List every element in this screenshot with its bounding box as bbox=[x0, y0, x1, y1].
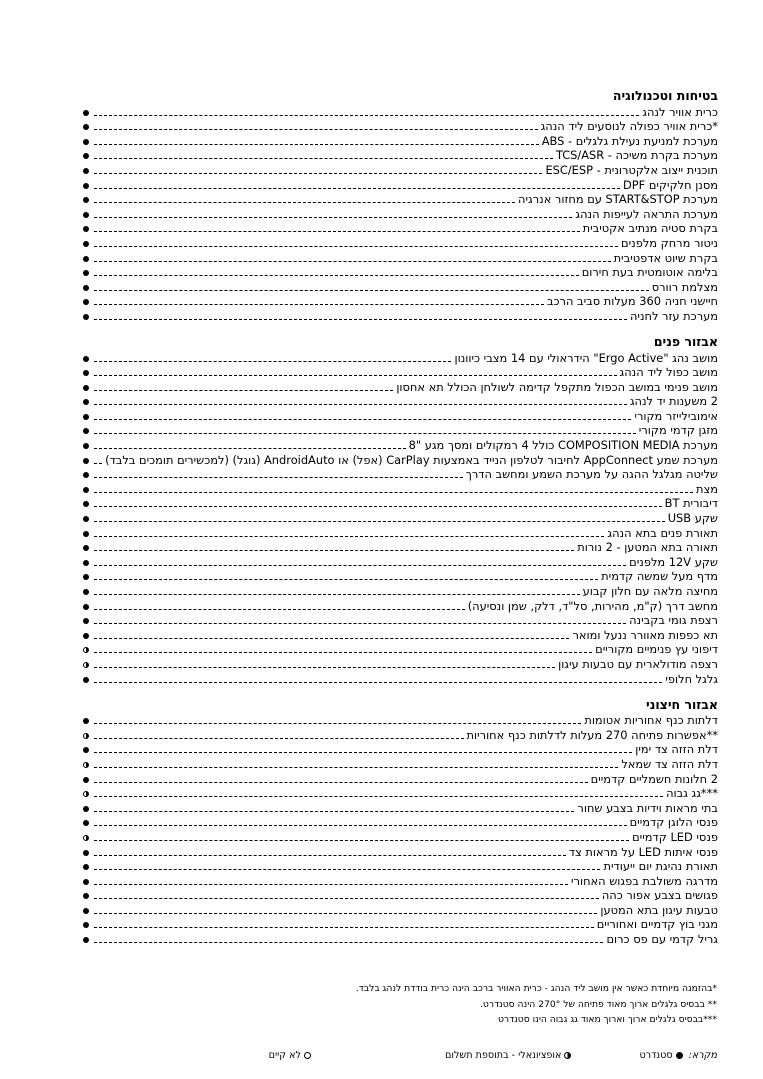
filled-circle-icon bbox=[83, 472, 89, 478]
spec-label: פנסי הלוגן קדמיים bbox=[629, 815, 718, 830]
filled-circle-icon bbox=[83, 850, 89, 856]
spec-label: מערכת למניעת נעילת גלגלים - ABS bbox=[541, 133, 718, 148]
spec-label: **אפשרות פתיחה 270 מעלות לדלתות כנף אחוריות bbox=[466, 727, 718, 742]
availability-mark bbox=[80, 296, 92, 308]
spec-row bbox=[80, 265, 718, 280]
availability-mark bbox=[80, 832, 92, 844]
leader-dashes bbox=[94, 565, 626, 566]
spec-list bbox=[80, 88, 718, 946]
leader-dashes bbox=[94, 173, 542, 174]
half-circle-icon bbox=[83, 733, 89, 739]
filled-circle-icon bbox=[83, 370, 89, 376]
filled-circle-icon bbox=[83, 516, 89, 522]
half-circle-icon bbox=[83, 835, 89, 841]
leader-dashes bbox=[94, 579, 598, 580]
spec-row bbox=[80, 119, 718, 134]
spec-label: חיישני חניה 360 מעלות סביב הרכב bbox=[546, 294, 718, 309]
availability-mark bbox=[80, 469, 92, 481]
leader-dashes bbox=[94, 290, 649, 291]
spec-row bbox=[80, 279, 718, 294]
spec-row bbox=[80, 437, 718, 452]
leader-dashes bbox=[94, 477, 463, 478]
leader-dashes bbox=[94, 782, 588, 783]
availability-mark bbox=[80, 644, 92, 656]
leader-dashes bbox=[94, 246, 618, 247]
leader-dashes bbox=[94, 667, 555, 668]
leader-dashes bbox=[94, 682, 662, 683]
spec-label: פנסי LED קדמיים bbox=[632, 829, 718, 844]
leader-dashes bbox=[94, 506, 662, 507]
spec-label: מערכת עזר לחניה bbox=[629, 308, 718, 323]
spec-row bbox=[80, 642, 718, 657]
spec-row bbox=[80, 713, 718, 728]
availability-mark bbox=[80, 367, 92, 379]
spec-label: מערכת COMPOSITION MEDIA כולל 4 רמקולים ומסך מגע "8 bbox=[408, 438, 718, 453]
leader-dashes bbox=[94, 927, 594, 928]
leader-dashes bbox=[94, 638, 569, 639]
filled-circle-icon bbox=[83, 560, 89, 566]
spec-row bbox=[80, 294, 718, 309]
availability-mark bbox=[80, 353, 92, 365]
spec-label: תאורת פנים בתא הנהג bbox=[607, 525, 718, 540]
half-circle-icon bbox=[83, 762, 89, 768]
legend bbox=[100, 1050, 717, 1061]
availability-mark bbox=[80, 571, 92, 583]
filled-circle-icon bbox=[83, 747, 89, 753]
filled-circle-icon bbox=[83, 806, 89, 812]
spec-row bbox=[80, 613, 718, 628]
spec-label: גריל קדמי עם פס כרום bbox=[606, 932, 718, 947]
leader-dashes bbox=[94, 536, 604, 537]
availability-mark bbox=[80, 121, 92, 133]
filled-circle-icon bbox=[83, 677, 89, 683]
spec-row bbox=[80, 786, 718, 801]
availability-mark bbox=[80, 759, 92, 771]
spec-label: בתי מראות וידיות בצבע שחור bbox=[577, 800, 718, 815]
spec-row bbox=[80, 235, 718, 250]
leader-dashes bbox=[94, 811, 574, 812]
availability-mark bbox=[80, 223, 92, 235]
spec-label: פגושים בצבע אפור כהה bbox=[601, 888, 718, 903]
filled-circle-icon bbox=[83, 183, 89, 189]
availability-mark bbox=[80, 498, 92, 510]
availability-mark bbox=[80, 267, 92, 279]
spec-row bbox=[80, 133, 718, 148]
spec-label: כרית אוויר לנהג bbox=[642, 104, 718, 119]
spec-label: מסנן חלקיקים DPF bbox=[623, 177, 718, 192]
availability-mark bbox=[80, 659, 92, 671]
leader-dashes bbox=[94, 869, 600, 870]
spec-label: מדרגה משולבת בפגוש האחורי bbox=[571, 873, 718, 888]
availability-mark bbox=[80, 425, 92, 437]
filled-circle-icon bbox=[83, 864, 89, 870]
availability-mark bbox=[80, 209, 92, 221]
availability-mark bbox=[80, 107, 92, 119]
leader-dashes bbox=[94, 855, 566, 856]
filled-circle-icon bbox=[83, 922, 89, 928]
half-circle-icon bbox=[83, 662, 89, 668]
spec-label: מערכת שמע AppConnect לחיבור לטלפון הנייד באמצעות CarPlay (אפל) או AndroidAuto (גוגל) (למכשירים תומכים בלבד) bbox=[105, 452, 718, 467]
filled-circle-icon bbox=[83, 168, 89, 174]
leader-dashes bbox=[94, 275, 579, 276]
spec-label: תוכנית ייצוב אלקטרונית - ESC/ESP bbox=[545, 162, 718, 177]
spec-label: מושב כפול ליד הנהג bbox=[619, 365, 718, 380]
spec-label: רצפת גומי בקבינה bbox=[629, 613, 718, 628]
spec-label: מגני בוץ קדמיים ואחוריים bbox=[596, 917, 718, 932]
spec-label: בקרת סטיה מנתיב אקטיבית bbox=[582, 221, 718, 236]
spec-row bbox=[80, 583, 718, 598]
legend-standard-label: סטנדרט bbox=[639, 1050, 673, 1061]
availability-mark bbox=[80, 194, 92, 206]
spec-row bbox=[80, 859, 718, 874]
leader-dashes bbox=[94, 594, 580, 595]
spec-row bbox=[80, 873, 718, 888]
filled-circle-icon bbox=[83, 604, 89, 610]
availability-mark bbox=[80, 311, 92, 323]
leader-dashes bbox=[94, 231, 580, 232]
filled-circle-icon bbox=[83, 487, 89, 493]
filled-circle-icon bbox=[83, 937, 89, 943]
leader-dashes bbox=[94, 419, 631, 420]
filled-circle-icon bbox=[83, 139, 89, 145]
leader-dashes bbox=[94, 115, 639, 116]
spec-label: בקרת שיוט אדפטיבית bbox=[613, 250, 718, 265]
filled-circle-icon bbox=[83, 589, 89, 595]
spec-row bbox=[80, 902, 718, 917]
availability-mark bbox=[80, 934, 92, 946]
spec-row bbox=[80, 510, 718, 525]
leader-dashes bbox=[94, 767, 618, 768]
filled-circle-icon bbox=[83, 356, 89, 362]
availability-mark bbox=[80, 774, 92, 786]
leader-dashes bbox=[94, 550, 574, 551]
filled-circle-icon bbox=[676, 1052, 683, 1059]
half-circle-icon bbox=[83, 791, 89, 797]
filled-circle-icon bbox=[83, 385, 89, 391]
spec-label: מערכת START&STOP עם מחזור אנרגיה bbox=[518, 192, 718, 207]
spec-row bbox=[80, 771, 718, 786]
section-title: אבזור פנים bbox=[653, 333, 718, 349]
leader-dashes bbox=[94, 261, 611, 262]
filled-circle-icon bbox=[83, 299, 89, 305]
filled-circle-icon bbox=[83, 414, 89, 420]
leader-dashes bbox=[94, 752, 632, 753]
filled-circle-icon bbox=[83, 428, 89, 434]
leader-dashes bbox=[94, 609, 465, 610]
filled-circle-icon bbox=[83, 618, 89, 624]
filled-circle-icon bbox=[83, 124, 89, 130]
half-circle-icon bbox=[83, 647, 89, 653]
filled-circle-icon bbox=[83, 531, 89, 537]
leader-dashes bbox=[94, 361, 451, 362]
section-title: בטיחות וטכנולוגיה bbox=[612, 88, 718, 103]
availability-mark bbox=[80, 674, 92, 686]
spec-row bbox=[80, 192, 718, 207]
availability-mark bbox=[80, 847, 92, 859]
filled-circle-icon bbox=[83, 285, 89, 291]
spec-label: דלת הזזה צד ימין bbox=[635, 742, 718, 757]
spec-section bbox=[80, 334, 718, 686]
spec-label: 2 חלונות חשמליים קדמיים bbox=[590, 771, 718, 786]
spec-label: מצת bbox=[696, 481, 718, 496]
availability-mark bbox=[80, 586, 92, 598]
leader-dashes bbox=[94, 390, 393, 391]
spec-label: מושב פנימי במושב הכפול מתקפל קדימה לשולחן הכולל תא אחסון bbox=[396, 379, 718, 394]
spec-label: מצלמת רוורס bbox=[651, 279, 718, 294]
spec-row bbox=[80, 481, 718, 496]
availability-mark bbox=[80, 876, 92, 888]
spec-row bbox=[80, 627, 718, 642]
spec-label: תא כפפות מאוורר ננעל ומואר bbox=[572, 627, 718, 642]
availability-mark bbox=[80, 557, 92, 569]
spec-label: אימובילייזר מקורי bbox=[634, 408, 718, 423]
spec-row bbox=[80, 671, 718, 686]
footnote-3: ***בבסיס גלגלים ארוך וארוך מאוד גג גבוה הינו סטנדרט bbox=[497, 1014, 717, 1025]
availability-mark bbox=[80, 601, 92, 613]
spec-row bbox=[80, 540, 718, 555]
spec-label: מזגן קדמי מקורי bbox=[638, 423, 718, 438]
spec-label: מחיצה מלאה עם חלון קבוע bbox=[582, 584, 718, 598]
spec-label: 2 משענות יד לנהג bbox=[629, 394, 718, 409]
spec-label: מושב נהג "Ergo Active" הידראולי עם 14 מצבי כיוונון bbox=[454, 350, 718, 365]
leader-dashes bbox=[94, 521, 665, 522]
availability-mark bbox=[80, 890, 92, 902]
spec-label: מחשב דרך (ק"מ, מהירות, סל"ד, דלק, שמן ונסיעה) bbox=[467, 598, 718, 613]
leader-dashes bbox=[94, 217, 572, 218]
leader-dashes bbox=[94, 652, 592, 653]
filled-circle-icon bbox=[83, 908, 89, 914]
filled-circle-icon bbox=[83, 256, 89, 262]
spec-row bbox=[80, 206, 718, 221]
filled-circle-icon bbox=[83, 633, 89, 639]
leader-dashes bbox=[94, 304, 544, 305]
leader-dashes bbox=[94, 825, 627, 826]
availability-mark bbox=[80, 542, 92, 554]
leader-dashes bbox=[94, 375, 617, 376]
spec-row bbox=[80, 844, 718, 859]
availability-mark bbox=[80, 180, 92, 192]
spec-row bbox=[80, 250, 718, 265]
filled-circle-icon bbox=[83, 501, 89, 507]
half-circle-icon bbox=[564, 1052, 571, 1059]
spec-label: תאורת נהיגת יום ייעודית bbox=[603, 859, 718, 874]
spec-row bbox=[80, 394, 718, 409]
spec-row bbox=[80, 308, 718, 323]
spec-row bbox=[80, 408, 718, 423]
spec-row bbox=[80, 148, 718, 163]
section-gap bbox=[80, 323, 718, 334]
filled-circle-icon bbox=[83, 574, 89, 580]
spec-row bbox=[80, 888, 718, 903]
filled-circle-icon bbox=[83, 879, 89, 885]
spec-row bbox=[80, 931, 718, 946]
spec-label: בלימה אוטומטית בעת חירום bbox=[581, 265, 718, 280]
filled-circle-icon bbox=[83, 718, 89, 724]
availability-mark bbox=[80, 803, 92, 815]
spec-label: תאורה בתא המטען - 2 נורות bbox=[577, 540, 718, 555]
leader-dashes bbox=[94, 492, 693, 493]
spec-row bbox=[80, 365, 718, 380]
spec-label: גלגל חלופי bbox=[665, 671, 718, 686]
spec-row bbox=[80, 800, 718, 815]
footnotes bbox=[356, 981, 717, 1028]
spec-row bbox=[80, 815, 718, 830]
leader-dashes bbox=[94, 129, 538, 130]
legend-title: מקרא: bbox=[688, 1050, 717, 1061]
availability-mark bbox=[80, 528, 92, 540]
filled-circle-icon bbox=[83, 241, 89, 247]
availability-mark bbox=[80, 817, 92, 829]
spec-row bbox=[80, 467, 718, 482]
leader-dashes bbox=[94, 796, 663, 797]
spec-label: טבעות עיגון בתא המטען bbox=[600, 902, 718, 917]
spec-label: רצפה מודולארית עם טבעות עיגון bbox=[558, 656, 718, 671]
leader-dashes bbox=[94, 433, 636, 434]
spec-label: ניטור מרחק מלפנים bbox=[621, 235, 718, 250]
spec-label: מערכת התראה לעייפות הנהג bbox=[575, 206, 718, 221]
availability-mark bbox=[80, 282, 92, 294]
spec-label: דלתות כנף אחוריות אטומות bbox=[584, 713, 718, 728]
spec-label: ***גג גבוה bbox=[666, 786, 718, 801]
filled-circle-icon bbox=[83, 110, 89, 116]
leader-dashes bbox=[94, 448, 406, 449]
leader-dashes bbox=[94, 723, 581, 724]
availability-mark bbox=[80, 919, 92, 931]
filled-circle-icon bbox=[83, 153, 89, 159]
leader-dashes bbox=[94, 319, 627, 320]
leader-dashes bbox=[94, 202, 515, 203]
spec-row bbox=[80, 554, 718, 569]
availability-mark bbox=[80, 165, 92, 177]
filled-circle-icon bbox=[83, 226, 89, 232]
legend-none-label: לא קיים bbox=[268, 1050, 301, 1061]
availability-mark bbox=[80, 615, 92, 627]
filled-circle-icon bbox=[83, 545, 89, 551]
availability-mark bbox=[80, 396, 92, 408]
legend-standard bbox=[639, 1050, 682, 1061]
section-gap bbox=[80, 686, 718, 697]
filled-circle-icon bbox=[83, 314, 89, 320]
filled-circle-icon bbox=[83, 443, 89, 449]
leader-dashes bbox=[94, 913, 597, 914]
availability-mark bbox=[80, 744, 92, 756]
availability-mark bbox=[80, 455, 92, 467]
filled-circle-icon bbox=[83, 893, 89, 899]
spec-row bbox=[80, 569, 718, 584]
availability-mark bbox=[80, 238, 92, 250]
spec-label: שליטה מגלגל ההגה על מערכת השמע ומחשב הדרך bbox=[465, 467, 718, 482]
spec-row bbox=[80, 727, 718, 742]
leader-dashes bbox=[94, 623, 626, 624]
spec-row bbox=[80, 756, 718, 771]
spec-label: מדף מעל שמשה קדמית bbox=[601, 569, 718, 584]
availability-mark bbox=[80, 730, 92, 742]
spec-label: דיבורית BT bbox=[664, 496, 718, 511]
spec-label: *כרית אוויר כפולה לנוסעים ליד הנהג bbox=[540, 119, 718, 134]
spec-label: שקע 12V מלפנים bbox=[629, 554, 718, 569]
leader-dashes bbox=[94, 158, 553, 159]
availability-mark bbox=[80, 715, 92, 727]
spec-row bbox=[80, 917, 718, 932]
spec-row bbox=[80, 656, 718, 671]
spec-row bbox=[80, 177, 718, 192]
availability-mark bbox=[80, 440, 92, 452]
legend-optional bbox=[445, 1050, 571, 1061]
spec-row bbox=[80, 162, 718, 177]
spec-label: דלת הזזה צד שמאל bbox=[621, 756, 718, 771]
spec-row bbox=[80, 423, 718, 438]
legend-optional-label: אופציונאלי - בתוספת תשלום bbox=[444, 1050, 562, 1061]
spec-row bbox=[80, 452, 718, 467]
availability-mark bbox=[80, 788, 92, 800]
spec-row bbox=[80, 525, 718, 540]
spec-label: פנסי איתות LED על מראות צד bbox=[568, 844, 718, 859]
footnote-2: ** בבסיס גלגלים ארוך מאוד פתיחה של 270° הינה סטנדרט. bbox=[479, 998, 717, 1010]
spec-row bbox=[80, 496, 718, 511]
availability-mark bbox=[80, 861, 92, 873]
availability-mark bbox=[80, 411, 92, 423]
spec-row bbox=[80, 742, 718, 757]
availability-mark bbox=[80, 150, 92, 162]
spec-row bbox=[80, 829, 718, 844]
filled-circle-icon bbox=[83, 777, 89, 783]
spec-label: שקע USB bbox=[667, 511, 718, 526]
spec-section bbox=[80, 697, 718, 947]
filled-circle-icon bbox=[83, 212, 89, 218]
leader-dashes bbox=[94, 188, 620, 189]
empty-circle-icon bbox=[304, 1052, 311, 1059]
spec-section bbox=[80, 88, 718, 323]
filled-circle-icon bbox=[83, 197, 89, 203]
availability-mark bbox=[80, 253, 92, 265]
availability-mark bbox=[80, 905, 92, 917]
filled-circle-icon bbox=[83, 820, 89, 826]
leader-dashes bbox=[94, 898, 599, 899]
footnote-1: *בהזמנה מיוחדת כאשר אין מושב ליד הנהג - כרית האוויר ברכב הינה כרית בודדת לנהג בלבד. bbox=[355, 983, 717, 994]
leader-dashes bbox=[94, 738, 464, 739]
availability-mark bbox=[80, 630, 92, 642]
spec-label: מערכת בקרת משיכה - TCS/ASR bbox=[555, 148, 718, 163]
availability-mark bbox=[80, 484, 92, 496]
spec-row bbox=[80, 598, 718, 613]
leader-dashes bbox=[94, 884, 568, 885]
leader-dashes bbox=[94, 404, 627, 405]
leader-dashes bbox=[94, 144, 539, 145]
availability-mark bbox=[80, 513, 92, 525]
filled-circle-icon bbox=[83, 399, 89, 405]
availability-mark bbox=[80, 136, 92, 148]
availability-mark bbox=[80, 382, 92, 394]
section-title: אבזור חיצוני bbox=[646, 696, 718, 712]
spec-row bbox=[80, 379, 718, 394]
legend-none bbox=[269, 1050, 311, 1061]
leader-dashes bbox=[94, 840, 629, 841]
spec-row bbox=[80, 350, 718, 365]
spec-label: דיפוני עץ פנימיים מקוריים bbox=[595, 642, 718, 657]
leader-dashes bbox=[94, 463, 102, 464]
filled-circle-icon bbox=[83, 458, 89, 464]
leader-dashes bbox=[94, 942, 603, 943]
spec-row bbox=[80, 104, 718, 119]
filled-circle-icon bbox=[83, 270, 89, 276]
spec-row bbox=[80, 221, 718, 236]
